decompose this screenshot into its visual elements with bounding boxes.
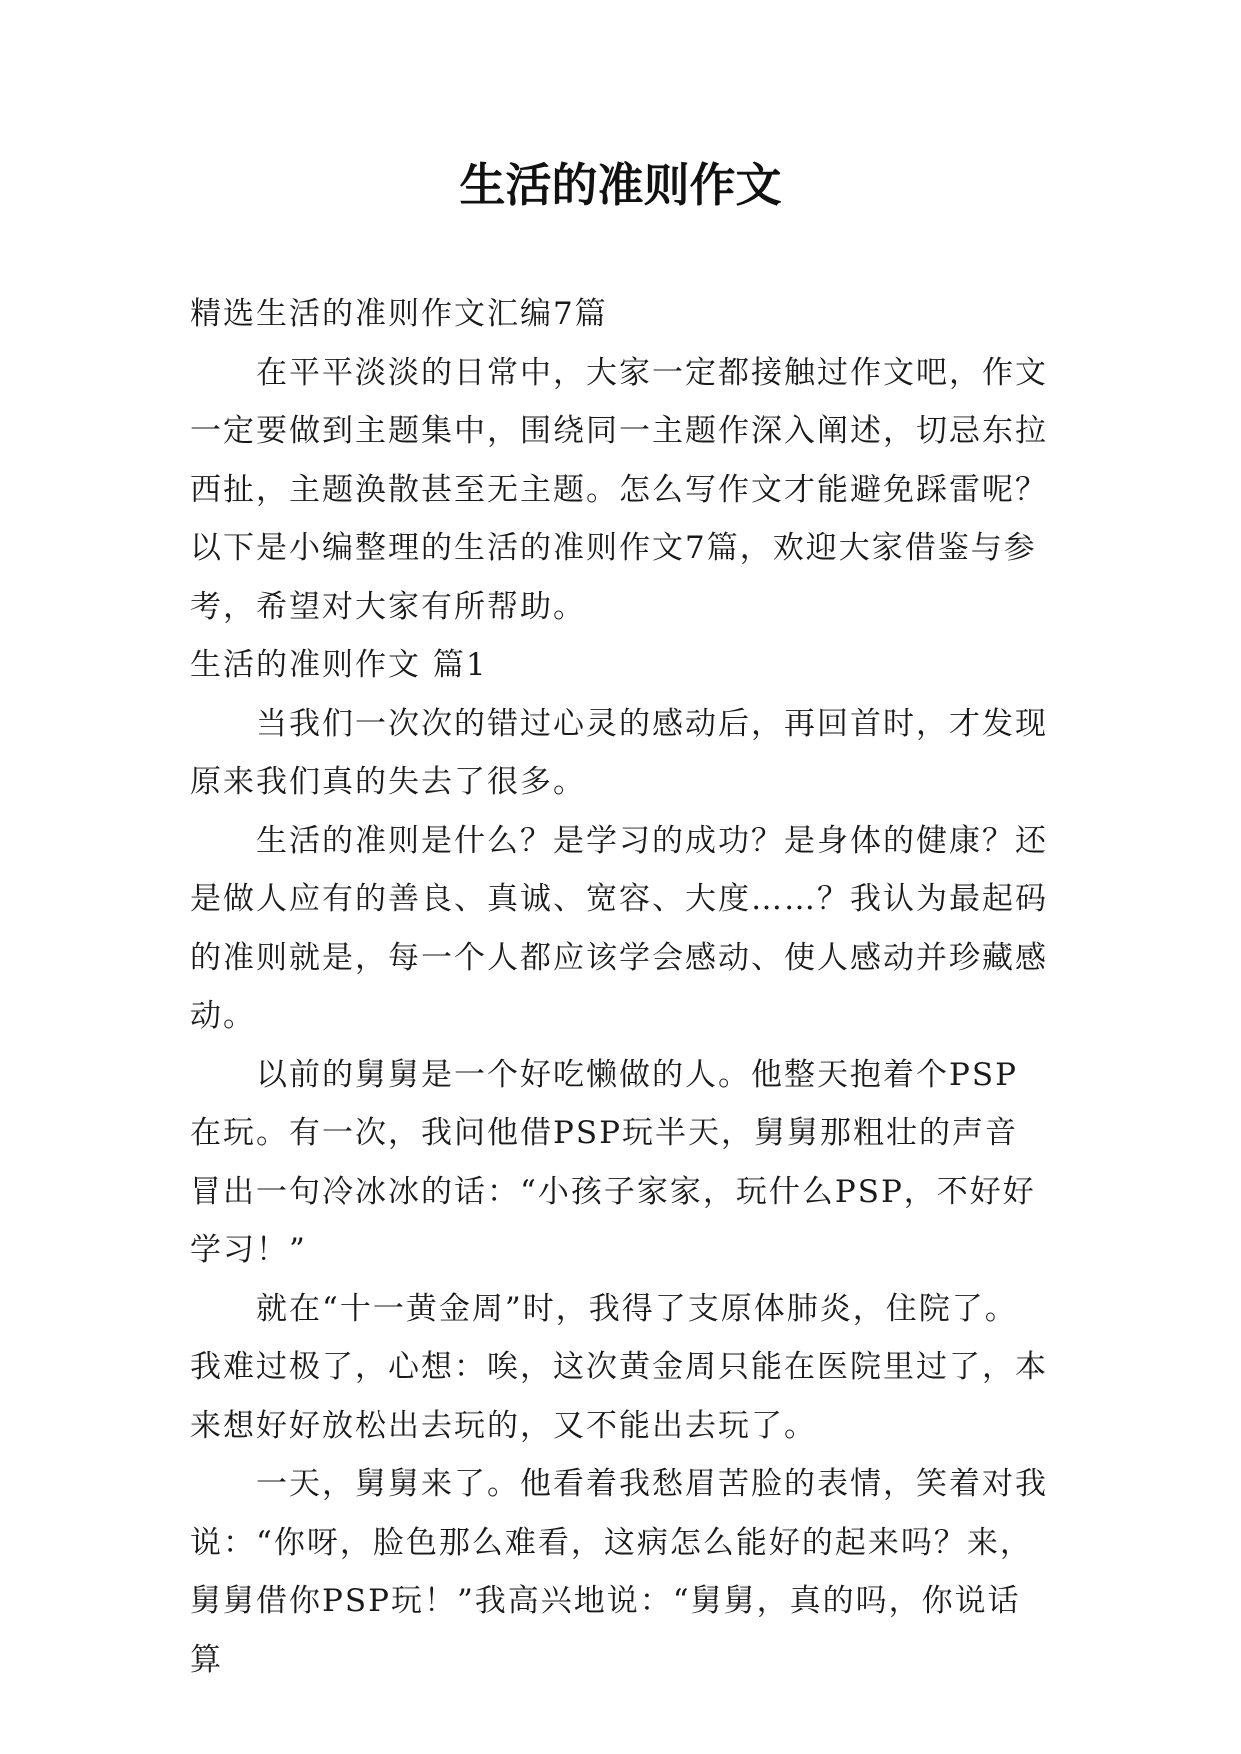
body-paragraph: 生活的准则是什么？是学习的成功？是身体的健康？还是做人应有的善良、真诚、宽容、大度……？我认为最起码的准则就是，每一个人都应该学会感动、使人感动并珍藏感动。 [190,822,1048,1034]
collection-subtitle: 精选生活的准则作文汇编7篇 [190,296,608,332]
body-paragraph: 就在“十一黄金周”时，我得了支原体肺炎，住院了。我难过极了，心想：唉，这次黄金周只能在医院里过了，本来想好好放松出去玩的，又不能出去玩了。 [190,1290,1048,1444]
document-title: 生活的准则作文 [459,158,782,212]
document-body [190,285,1050,1689]
body-paragraph: 当我们一次次的错过心灵的感动后，再回首时，才发现原来我们真的失去了很多。 [190,705,1048,800]
body-paragraph: 以前的舅舅是一个好吃懒做的人。他整天抱着个PSP在玩。有一次，我问他借PSP玩半天，舅舅那粗壮的声音冒出一句冷冰冰的话：“小孩子家家，玩什么PSP，不好好学习！” [190,1056,1036,1268]
intro-paragraph: 在平平淡淡的日常中，大家一定都接触过作文吧，作文一定要做到主题集中，围绕同一主题作深入阐述，切忌东拉西扯，主题涣散甚至无主题。怎么写作文才能避免踩雷呢？以下是小编整理的生活的准则作文7篇，欢迎大家借鉴与参考，希望对大家有所帮助。 [190,354,1048,625]
section-heading-essay-1: 生活的准则作文 篇1 [190,647,488,683]
body-paragraph: 一天，舅舅来了。他看着我愁眉苦脸的表情，笑着对我说：“你呀，脸色那么难看，这病怎么能好的起来吗？来，舅舅借你PSP玩！”我高兴地说：“舅舅，真的吗，你说话算 [190,1466,1048,1678]
